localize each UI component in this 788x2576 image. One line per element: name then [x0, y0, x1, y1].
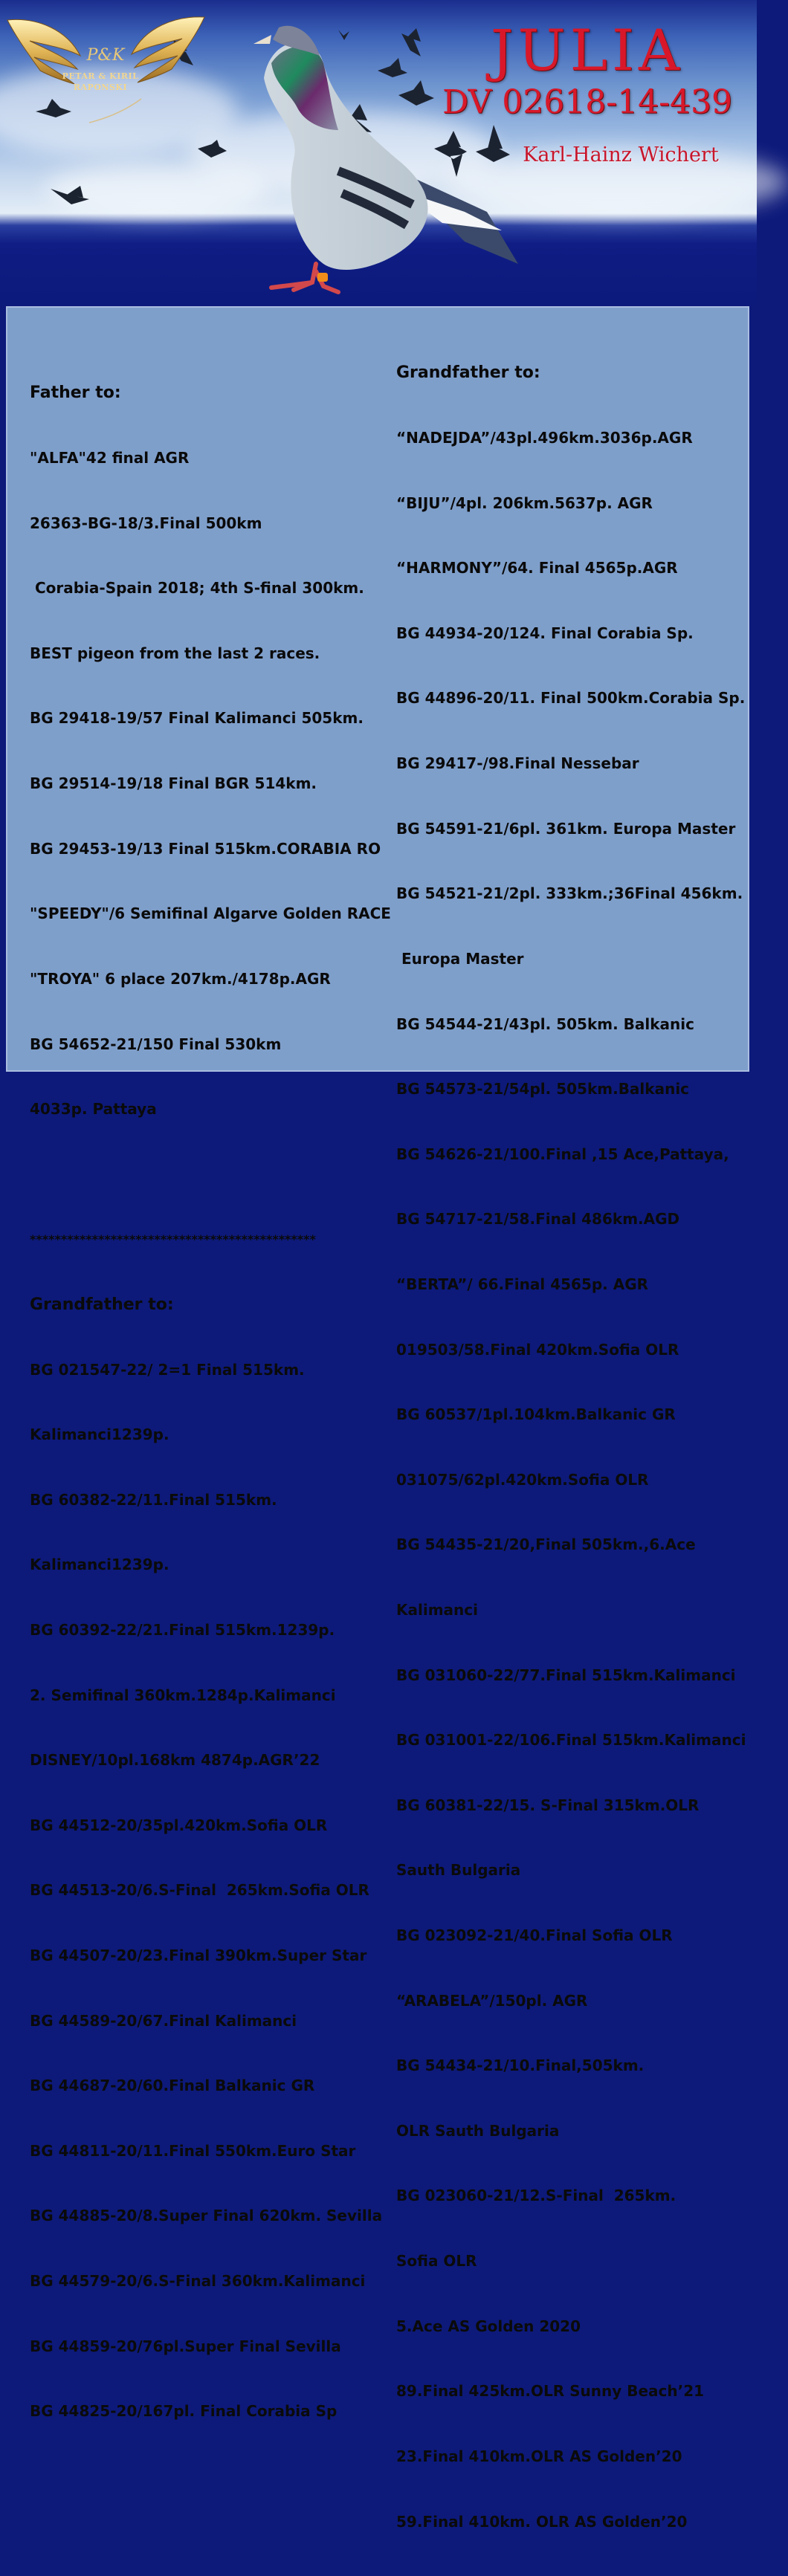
grandchild-line: “ARABELA”/150pl. AGR	[396, 1991, 588, 2010]
grandchild-line: Kalimanci	[396, 1600, 478, 1619]
grandchild-line: Sofia OLR	[396, 2252, 477, 2271]
grandchild-line: BG 29417-/98.Final Nessebar	[396, 754, 639, 773]
logo-line-2: RAPONSKI	[73, 82, 128, 92]
grandchild-line: OLR Sauth Bulgaria	[396, 2121, 560, 2140]
flying-pigeon-icon	[198, 140, 227, 158]
grandfather-line: BG 44512-20/35pl.420km.Sofia OLR	[30, 1816, 328, 1834]
logo-monogram: P&K	[86, 46, 125, 65]
grandfather-line: BG 44859-20/76pl.Super Final Sevilla	[30, 2337, 341, 2355]
grandchild-line: Europa Master	[396, 949, 524, 968]
father-line: BG 29418-19/57 Final Kalimanci 505km.	[30, 709, 364, 728]
grandfather-line: BG 44589-20/67.Final Kalimanci	[30, 2011, 297, 2030]
grandfather-line: 2. Semifinal 360km.1284p.Kalimanci	[30, 1686, 336, 1704]
grandchild-line: BG 54434-21/10.Final,505km.	[396, 2056, 645, 2075]
grandfather-line: BG 60392-22/21.Final 515km.1239p.	[30, 1620, 335, 1639]
ring-number: DV 02618-14-439	[442, 83, 732, 121]
grandchild-line: BG 44934-20/124. Final Corabia Sp.	[396, 624, 694, 642]
grandchild-line: “BIJU”/4pl. 206km.5637p. AGR	[396, 493, 653, 512]
grandfather-line: BG 021547-22/ 2=1 Final 515km.	[30, 1360, 305, 1379]
father-line: "SPEEDY"/6 Semifinal Algarve Golden RACE	[30, 904, 391, 923]
grandchild-line: BG 60381-22/15. S-Final 315km.OLR	[396, 1796, 700, 1814]
logo-swoosh	[89, 99, 141, 123]
father-line: BEST pigeon from the last 2 races.	[30, 644, 320, 662]
grandfather-line: BG 44885-20/8.Super Final 620km. Sevilla	[30, 2207, 383, 2225]
grandfather-line: Kalimanci1239p.	[30, 1556, 169, 1574]
grandchild-line: 5.Ace AS Golden 2020	[396, 2317, 581, 2335]
father-line: BG 29453-19/13 Final 515km.CORABIA RO	[30, 839, 381, 858]
separator: **********************************************	[30, 1232, 316, 1247]
grandfather-line: BG 44579-20/6.S-Final 360km.Kalimanci	[30, 2272, 366, 2291]
grandchild-line: Sauth Bulgaria	[396, 1861, 521, 1880]
grandfather-heading-left: Grandfather to:	[30, 1295, 174, 1314]
breeder-name: Karl-Hainz Wichert	[523, 143, 719, 166]
grandfather-line: DISNEY/10pl.168km 4874p.AGR’22	[30, 1751, 320, 1770]
grandchild-line: 031075/62pl.420km.Sofia OLR	[396, 1470, 649, 1489]
pigeon-feet	[271, 264, 338, 292]
blank-line	[30, 1164, 391, 1185]
grandchild-line: 59.Final 410km. OLR AS Golden’20	[396, 2512, 688, 2531]
grandfather-line: BG 44811-20/11.Final 550km.Euro Star	[30, 2141, 356, 2160]
grandchild-line: 019503/58.Final 420km.Sofia OLR	[396, 1340, 679, 1359]
left-column	[30, 339, 391, 2466]
father-line: "ALFA"42 final AGR	[30, 449, 190, 467]
grandchild-line: BG 54521-21/2pl. 333km.;36Final 456km.	[396, 884, 743, 903]
father-line: BG 29514-19/18 Final BGR 514km.	[30, 774, 317, 793]
pigeon-name-title: JULIA	[491, 17, 684, 83]
father-line: Corabia-Spain 2018; 4th S-final 300km.	[30, 579, 364, 598]
grandchild-line: BG 023092-21/40.Final Sofia OLR	[396, 1926, 673, 1945]
pigeon-beak	[253, 35, 271, 44]
grandfather-line: BG 60382-22/11.Final 515km.	[30, 1490, 277, 1509]
grandchild-line: BG 031001-22/106.Final 515km.Kalimanci	[396, 1731, 746, 1750]
grandfather-heading-right: Grandfather to:	[396, 363, 540, 383]
grandfather-line: BG 44687-20/60.Final Balkanic GR	[30, 2077, 315, 2095]
flying-pigeon-icon	[51, 186, 89, 204]
grandchild-line: “HARMONY”/64. Final 4565p.AGR	[396, 559, 678, 577]
grandchild-line: 23.Final 410km.OLR AS Golden’20	[396, 2447, 682, 2465]
grandchild-line: BG 023060-21/12.S-Final 265km.	[396, 2187, 676, 2205]
right-column	[396, 319, 746, 2576]
grandchild-line: BG 54591-21/6pl. 361km. Europa Master	[396, 819, 736, 838]
grandfather-line: BG 44507-20/23.Final 390km.Super Star	[30, 1946, 367, 1965]
pigeon-ring	[317, 273, 328, 282]
grandchild-line: “NADEJDA”/43pl.496km.3036p.AGR	[396, 429, 693, 447]
grandchild-line: BG 54573-21/54pl. 505km.Balkanic	[396, 1080, 690, 1098]
grandchild-line: BG 54544-21/43pl. 505km. Balkanic	[396, 1014, 694, 1033]
logo-line-1: PETAR & KIRIL	[62, 71, 139, 81]
logo-name	[41, 71, 160, 93]
father-line: "TROYA" 6 place 207km./4178p.AGR	[30, 969, 331, 988]
father-line: 26363-BG-18/3.Final 500km	[30, 514, 262, 532]
grandchild-line: BG 54717-21/58.Final 486km.AGD	[396, 1210, 680, 1229]
header-banner	[0, 0, 757, 305]
grandfather-line: BG 44513-20/6.S-Final 265km.Sofia OLR	[30, 1881, 369, 1900]
grandfather-line: Kalimanci1239p.	[30, 1425, 169, 1444]
grandchild-line: BG 60537/1pl.104km.Balkanic GR	[396, 1405, 676, 1424]
grandchild-line: 89.Final 425km.OLR Sunny Beach’21	[396, 2382, 705, 2401]
grandchild-line: “BERTA”/ 66.Final 4565p. AGR	[396, 1275, 649, 1293]
results-panel	[6, 306, 749, 2531]
grandchild-line: BG 44896-20/11. Final 500km.Corabia Sp.	[396, 689, 746, 708]
father-heading: Father to:	[30, 384, 121, 403]
grandfather-line: BG 44825-20/167pl. Final Corabia Sp	[30, 2402, 338, 2421]
grandchild-line: BG 031060-22/77.Final 515km.Kalimanci	[396, 1666, 736, 1684]
grandchild-line: BG 54435-21/20,Final 505km.,6.Ace	[396, 1535, 696, 1554]
father-line: 4033p. Pattaya	[30, 1100, 157, 1119]
father-line: BG 54652-21/150 Final 530km	[30, 1035, 282, 1053]
grandchild-line: BG 54626-21/100.Final ,15 Ace,Pattaya,	[396, 1145, 729, 1163]
